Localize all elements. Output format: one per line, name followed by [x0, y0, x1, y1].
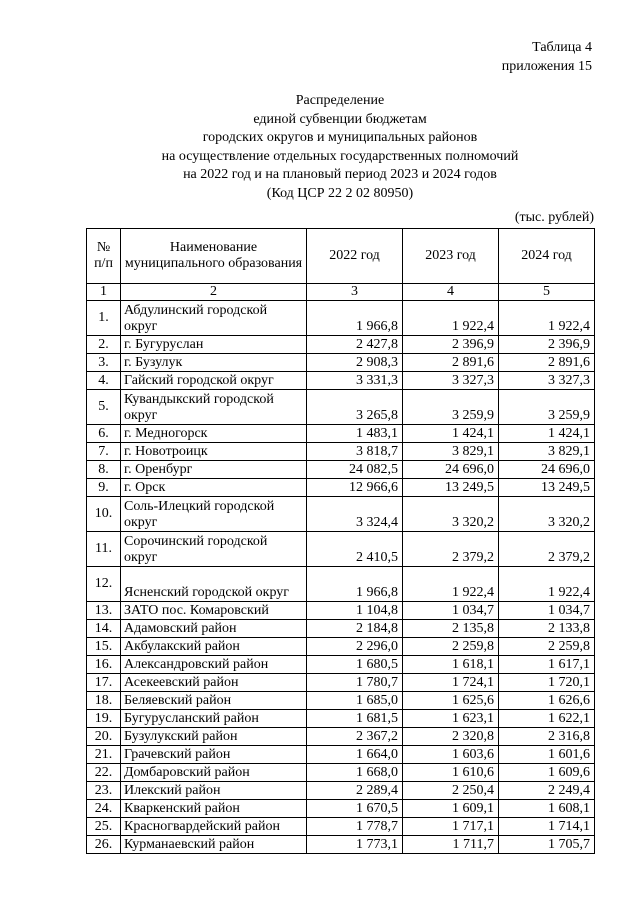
value-2023: 3 320,2 [403, 497, 499, 532]
column-index-row [87, 284, 595, 301]
table-row [87, 443, 595, 461]
header-number: № п/п [87, 229, 121, 284]
column-index: 4 [403, 284, 499, 301]
value-2024: 1 424,1 [499, 425, 595, 443]
value-2024: 2 259,8 [499, 638, 595, 656]
row-number: 8. [87, 461, 121, 479]
value-2023: 24 696,0 [403, 461, 499, 479]
row-number: 14. [87, 620, 121, 638]
municipality-name: г. Медногорск [121, 425, 307, 443]
row-number: 15. [87, 638, 121, 656]
row-number: 17. [87, 674, 121, 692]
row-number: 10. [87, 497, 121, 532]
value-2024: 1 609,6 [499, 764, 595, 782]
value-2023: 2 250,4 [403, 782, 499, 800]
value-2022: 1 664,0 [307, 746, 403, 764]
value-2022: 2 427,8 [307, 336, 403, 354]
table-row [87, 728, 595, 746]
header-2024: 2024 год [499, 229, 595, 284]
value-2022: 1 681,5 [307, 710, 403, 728]
value-2022: 1 680,5 [307, 656, 403, 674]
value-2022: 2 410,5 [307, 532, 403, 567]
value-2024: 2 316,8 [499, 728, 595, 746]
value-2023: 2 259,8 [403, 638, 499, 656]
value-2024: 3 259,9 [499, 390, 595, 425]
value-2024: 13 249,5 [499, 479, 595, 497]
value-2022: 2 908,3 [307, 354, 403, 372]
row-number: 19. [87, 710, 121, 728]
table-row [87, 354, 595, 372]
table-row [87, 497, 595, 532]
value-2022: 1 780,7 [307, 674, 403, 692]
value-2024: 1 714,1 [499, 818, 595, 836]
value-2023: 1 623,1 [403, 710, 499, 728]
value-2024: 3 327,3 [499, 372, 595, 390]
municipality-name: Кувандыкский городской округ [121, 390, 307, 425]
table-row [87, 764, 595, 782]
municipality-name: Бузулукский район [121, 728, 307, 746]
value-2023: 2 135,8 [403, 620, 499, 638]
value-2023: 1 603,6 [403, 746, 499, 764]
row-number: 20. [87, 728, 121, 746]
value-2023: 1 618,1 [403, 656, 499, 674]
municipality-name: Курманаевский район [121, 836, 307, 854]
value-2022: 1 778,7 [307, 818, 403, 836]
row-number: 4. [87, 372, 121, 390]
value-2023: 1 034,7 [403, 602, 499, 620]
table-row [87, 336, 595, 354]
title-line: городских округов и муниципальных районов [202, 130, 478, 145]
value-2022: 1 773,1 [307, 836, 403, 854]
document-title [80, 92, 600, 203]
table-row [87, 390, 595, 425]
value-2024: 1 608,1 [499, 800, 595, 818]
value-2023: 1 610,6 [403, 764, 499, 782]
value-2022: 1 966,8 [307, 567, 403, 602]
municipality-name: Беляевский район [121, 692, 307, 710]
table-row [87, 692, 595, 710]
row-number: 7. [87, 443, 121, 461]
value-2022: 2 289,4 [307, 782, 403, 800]
column-index: 3 [307, 284, 403, 301]
municipality-name: Илекский район [121, 782, 307, 800]
table-row [87, 638, 595, 656]
municipality-name: Абдулинский городской округ [121, 301, 307, 336]
municipality-name: Асекеевский район [121, 674, 307, 692]
value-2024: 1 720,1 [499, 674, 595, 692]
table-row [87, 532, 595, 567]
row-number: 24. [87, 800, 121, 818]
municipality-name: Домбаровский район [121, 764, 307, 782]
row-number: 25. [87, 818, 121, 836]
row-number: 13. [87, 602, 121, 620]
value-2024: 1 626,6 [499, 692, 595, 710]
table-row [87, 746, 595, 764]
table-row [87, 836, 595, 854]
table-header-row [87, 229, 595, 284]
municipality-name: Красногвардейский район [121, 818, 307, 836]
row-number: 12. [87, 567, 121, 602]
value-2023: 1 922,4 [403, 301, 499, 336]
municipality-name: г. Бузулук [121, 354, 307, 372]
row-number: 1. [87, 301, 121, 336]
table-row [87, 818, 595, 836]
column-index: 1 [87, 284, 121, 301]
title-line: единой субвенции бюджетам [253, 111, 427, 127]
value-2023: 3 327,3 [403, 372, 499, 390]
distribution-table [86, 228, 595, 854]
row-number: 5. [87, 390, 121, 425]
appendix-reference: приложения 15 [501, 59, 592, 74]
value-2023: 1 424,1 [403, 425, 499, 443]
table-row [87, 602, 595, 620]
table-row [87, 567, 595, 602]
municipality-name: Бугурусланский район [121, 710, 307, 728]
row-number: 26. [87, 836, 121, 854]
value-2024: 1 705,7 [499, 836, 595, 854]
municipality-name: Ясненский городской округ [121, 567, 307, 602]
row-number: 2. [87, 336, 121, 354]
municipality-name: Грачевский район [121, 746, 307, 764]
value-2022: 1 685,0 [307, 692, 403, 710]
row-number: 16. [87, 656, 121, 674]
value-2024: 1 922,4 [499, 567, 595, 602]
header-2023: 2023 год [403, 229, 499, 284]
table-row [87, 782, 595, 800]
row-number: 11. [87, 532, 121, 567]
value-2024: 2 891,6 [499, 354, 595, 372]
municipality-name: г. Оренбург [121, 461, 307, 479]
title-line: на 2022 год и на плановый период 2023 и 2024 годов [183, 167, 497, 182]
table-row [87, 710, 595, 728]
header-name: Наименование муниципального образования [121, 229, 307, 284]
municipality-name: г. Бугуруслан [121, 336, 307, 354]
table-row [87, 674, 595, 692]
value-2022: 3 265,8 [307, 390, 403, 425]
value-2023: 1 609,1 [403, 800, 499, 818]
municipality-name: Акбулакский район [121, 638, 307, 656]
value-2023: 1 717,1 [403, 818, 499, 836]
table-number: Таблица 4 [532, 40, 592, 55]
municipality-name: Адамовский район [121, 620, 307, 638]
table-caption [502, 38, 592, 76]
row-number: 23. [87, 782, 121, 800]
value-2024: 2 396,9 [499, 336, 595, 354]
table-row [87, 301, 595, 336]
value-2022: 1 966,8 [307, 301, 403, 336]
municipality-name: Кваркенский район [121, 800, 307, 818]
value-2023: 2 891,6 [403, 354, 499, 372]
title-line: (Код ЦСР 22 2 02 80950) [266, 185, 414, 201]
value-2024: 2 379,2 [499, 532, 595, 567]
table-row [87, 461, 595, 479]
unit-label: (тыс. рублей) [514, 210, 594, 225]
value-2024: 2 133,8 [499, 620, 595, 638]
value-2022: 3 331,3 [307, 372, 403, 390]
municipality-name: Сорочинский городской округ [121, 532, 307, 567]
table-row [87, 425, 595, 443]
value-2023: 1 724,1 [403, 674, 499, 692]
table-row [87, 479, 595, 497]
value-2023: 1 922,4 [403, 567, 499, 602]
value-2023: 3 829,1 [403, 443, 499, 461]
row-number: 9. [87, 479, 121, 497]
municipality-name: Гайский городской округ [121, 372, 307, 390]
title-line: на осуществление отдельных государственных полномочий [161, 148, 519, 164]
column-index: 2 [121, 284, 307, 301]
value-2024: 2 249,4 [499, 782, 595, 800]
municipality-name: Александровский район [121, 656, 307, 674]
value-2022: 1 483,1 [307, 425, 403, 443]
municipality-name: г. Орск [121, 479, 307, 497]
value-2023: 13 249,5 [403, 479, 499, 497]
row-number: 3. [87, 354, 121, 372]
value-2022: 3 324,4 [307, 497, 403, 532]
row-number: 22. [87, 764, 121, 782]
value-2022: 1 668,0 [307, 764, 403, 782]
value-2024: 24 696,0 [499, 461, 595, 479]
value-2023: 2 396,9 [403, 336, 499, 354]
value-2023: 2 320,8 [403, 728, 499, 746]
row-number: 18. [87, 692, 121, 710]
value-2023: 1 711,7 [403, 836, 499, 854]
value-2023: 3 259,9 [403, 390, 499, 425]
value-2022: 2 184,8 [307, 620, 403, 638]
title-line: Распределение [295, 93, 385, 108]
value-2022: 1 670,5 [307, 800, 403, 818]
value-2024: 1 922,4 [499, 301, 595, 336]
value-2024: 3 829,1 [499, 443, 595, 461]
value-2022: 3 818,7 [307, 443, 403, 461]
table-row [87, 620, 595, 638]
row-number: 21. [87, 746, 121, 764]
value-2024: 1 034,7 [499, 602, 595, 620]
value-2022: 24 082,5 [307, 461, 403, 479]
value-2024: 1 622,1 [499, 710, 595, 728]
table-body [87, 301, 595, 854]
municipality-name: г. Новотроицк [121, 443, 307, 461]
value-2024: 3 320,2 [499, 497, 595, 532]
municipality-name: Соль-Илецкий городской округ [121, 497, 307, 532]
municipality-name: ЗАТО пос. Комаровский [121, 602, 307, 620]
value-2024: 1 617,1 [499, 656, 595, 674]
header-2022: 2022 год [307, 229, 403, 284]
table-row [87, 372, 595, 390]
column-index: 5 [499, 284, 595, 301]
table-row [87, 656, 595, 674]
value-2022: 2 296,0 [307, 638, 403, 656]
table-row [87, 800, 595, 818]
value-2022: 1 104,8 [307, 602, 403, 620]
value-2022: 12 966,6 [307, 479, 403, 497]
value-2023: 2 379,2 [403, 532, 499, 567]
value-2022: 2 367,2 [307, 728, 403, 746]
value-2024: 1 601,6 [499, 746, 595, 764]
value-2023: 1 625,6 [403, 692, 499, 710]
row-number: 6. [87, 425, 121, 443]
